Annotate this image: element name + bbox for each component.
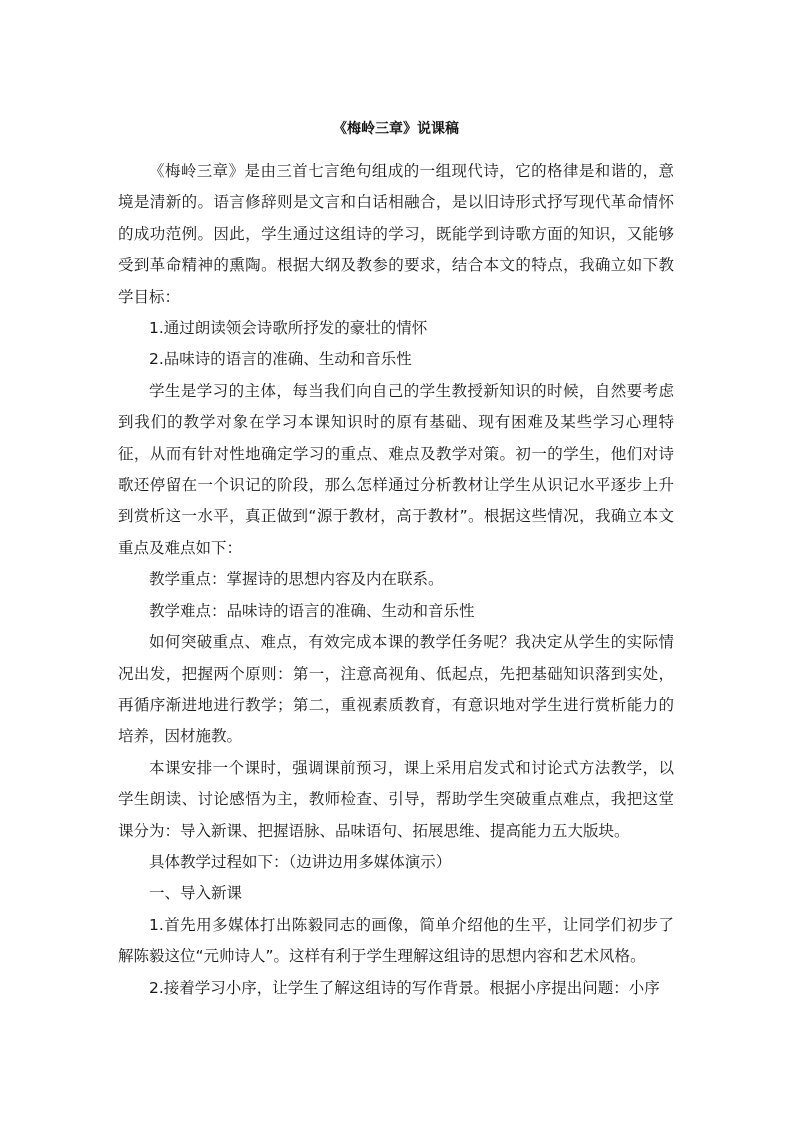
- paragraph-step-2: 2.接着学习小序，让学生了解这组诗的写作背景。根据小序提出问题：小序: [149, 978, 660, 997]
- paragraph-student-analysis: 学生是学习的主体，每当我们向自己的学生教授新知识的时候，自然要考虑到我们的教学对象在学习本课知识时的原有基础、现有困难及某些学习心理特征，从而有针对性地确定学习的重点、难点及教学对策。初一的学生，他们对诗歌还停留在一个识记的阶段，那么怎样通过分析教材让学生从识记水平逐步上升到赏析这一水平，真正做到“源于教材，高于教材”。根据这些情况，我确立本文重点及难点如下：: [118, 381, 674, 557]
- document-page: [118, 118, 674, 1004]
- paragraph-goal-1: 1.通过朗读领会诗歌所抒发的豪壮的情怀: [149, 319, 428, 338]
- document-title: 《梅岭三章》说课稿: [333, 121, 459, 137]
- paragraph-step-1: 1.首先用多媒体打出陈毅同志的画像，简单介绍他的生平，让同学们初步了解陈毅这位“元帅诗人”。这样有利于学生理解这组诗的思想内容和艺术风格。: [118, 915, 674, 966]
- paragraph-process-intro: 具体教学过程如下：（边讲边用多媒体演示）: [149, 852, 452, 871]
- paragraph-lesson-plan: 本课安排一个课时，强调课前预习，课上采用启发式和讨论式方法教学，以学生朗读、讨论感悟为主，教师检查、引导，帮助学生突破重点难点，我把这堂课分为：导入新课、把握语脉、品味语句、拓展思维、提高能力五大版块。: [118, 758, 674, 840]
- paragraph-key-point: 教学重点：掌握诗的思想内容及内在联系。: [149, 570, 444, 589]
- paragraph-principles: 如何突破重点、难点，有效完成本课的教学任务呢？我决定从学生的实际情况出发，把握两个原则：第一，注意高视角、低起点，先把基础知识落到实处，再循序渐进地进行教学；第二，重视素质教育，有意识地对学生进行赏析能力的培养，因材施教。: [118, 633, 674, 746]
- paragraph-difficult-point: 教学难点：品味诗的语言的准确、生动和音乐性: [149, 601, 475, 620]
- paragraph-intro: 《梅岭三章》是由三首七言绝句组成的一组现代诗，它的格律是和谐的，意境是清新的。语言修辞则是文言和白话相融合，是以旧诗形式抒写现代革命情怀的成功范例。因此，学生通过这组诗的学习，既能学到诗歌方面的知识，又能够受到革命精神的熏陶。根据大纲及教参的要求，结合本文的特点，我确立如下教学目标：: [118, 162, 674, 306]
- paragraph-goal-2: 2.品味诗的语言的准确、生动和音乐性: [149, 350, 412, 369]
- section-heading-intro: 一、导入新课: [149, 884, 243, 903]
